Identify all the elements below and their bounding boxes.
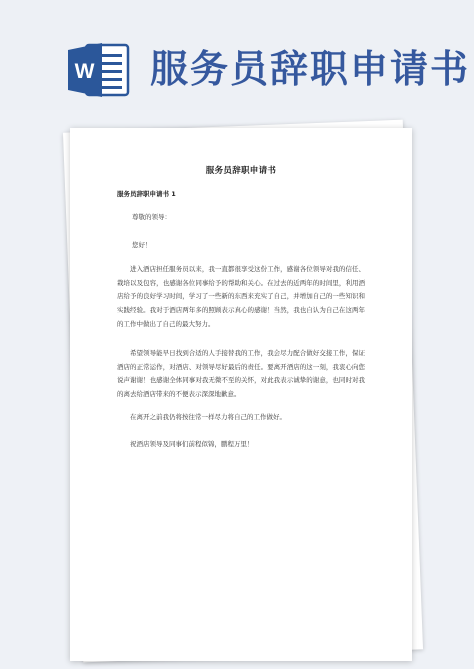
document-page (70, 128, 412, 661)
section-heading: 服务员辞职申请书 1 (117, 190, 176, 198)
banner-title: 服务员辞职申请书 (150, 47, 471, 91)
greeting: 您好！ (132, 241, 152, 249)
salutation: 尊敬的领导： (132, 213, 171, 221)
word-icon (66, 41, 130, 99)
paragraph-4: 祝酒店领导及同事们前程似锦，鹏程万里！ (130, 440, 254, 448)
paragraph-1: 进入酒店担任服务员以来，我一直都很享受这份工作，感谢各位领导对我的信任、栽培以及包容，也感谢各位同事给予的帮助和关心。在过去的近两年的时间里，利用酒店给予的良好学习时间，学习了一些新的东西来充实了自己，并增加自己的一些知识和实践经验。我对于酒店两年多的照顾表示真心的感谢！当然，我也自认为自己在这两年的工作中做出了自己的最大努力。 (117, 265, 365, 328)
svg-text:W: W (74, 60, 95, 83)
banner (0, 0, 474, 110)
document-title: 服务员辞职申请书 (205, 166, 277, 176)
paragraph-3: 在离开之前我仍将按往常一样尽力将自己的工作做好。 (130, 413, 286, 421)
paragraph-2: 希望领导能早日找到合适的人手接替我的工作，我会尽力配合做好交接工作，保证酒店的正常运作，对酒店、对领导尽好最后的责任。要离开酒店的这一刻，我衷心向您说声谢谢！也感谢全体同事对我无微不至的关怀，对此我表示诚挚的谢意，也同时对我的离去给酒店带来的不便表示深深地歉意。 (117, 349, 365, 399)
